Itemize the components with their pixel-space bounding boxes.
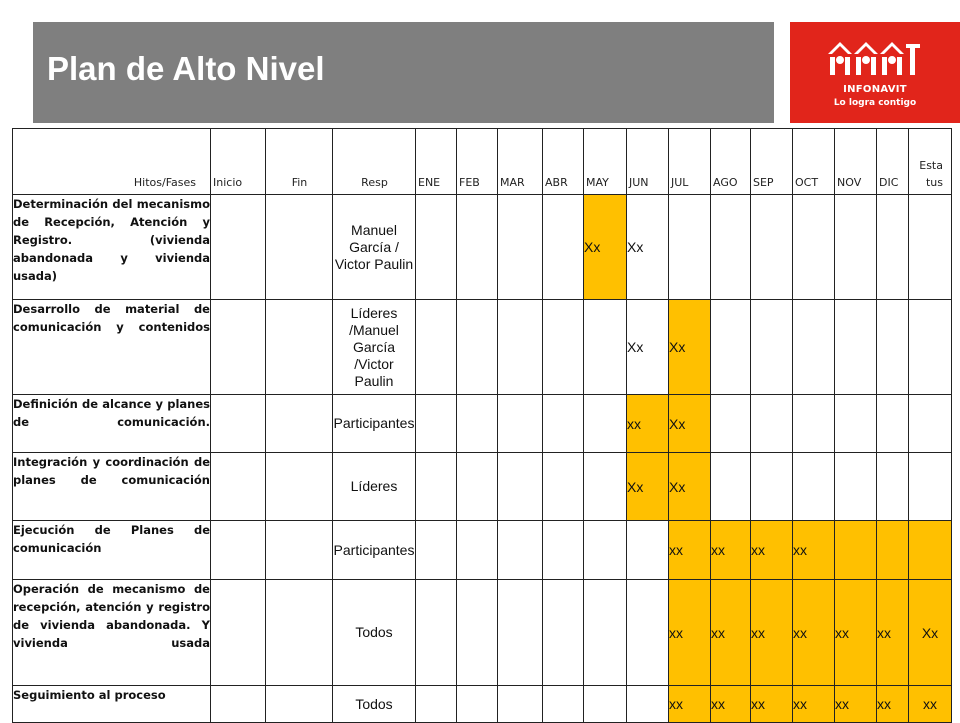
cell-hito-fase: Integración y coordinación de planes de comunicación [13,453,211,521]
table-row [13,300,952,395]
cell-abr [543,395,584,453]
cell-feb [457,300,498,395]
cell-fin [266,453,333,521]
logo-tagline: Lo logra contigo [833,98,917,108]
cell-hito-fase: Desarrollo de material de comunicación y contenidos [13,300,211,395]
cell-jul [669,195,711,300]
cell-oct [793,300,835,395]
cell-ene [416,580,457,686]
cell-hito-fase: Seguimiento al proceso [13,686,211,723]
cell-may [584,521,627,580]
cell-sep [751,453,793,521]
cell-oct [793,395,835,453]
cell-ago: xx [711,686,751,723]
header-ago: AGO [711,129,751,195]
header-nov: NOV [835,129,877,195]
cell-sep [751,395,793,453]
header-hitos-fases: Hitos/Fases [13,129,211,195]
cell-inicio [211,521,266,580]
cell-feb [457,686,498,723]
header-estatus-label: Estatus [919,159,943,189]
cell-may [584,300,627,395]
cell-sep: xx [751,521,793,580]
cell-ene [416,300,457,395]
cell-may [584,580,627,686]
cell-jul: Xx [669,395,711,453]
cell-hito-fase: Definición de alcance y planes de comunicación. [13,395,211,453]
header-jun: JUN [627,129,669,195]
cell-dic: xx [877,580,909,686]
cell-jun: xx [627,395,669,453]
cell-abr [543,580,584,686]
cell-estatus [909,395,952,453]
cell-jun: Xx [627,453,669,521]
cell-mar [498,195,543,300]
cell-ago [711,195,751,300]
cell-mar [498,686,543,723]
cell-estatus [909,195,952,300]
cell-abr [543,300,584,395]
header-inicio: Inicio [211,129,266,195]
table-row [13,686,952,723]
cell-may [584,395,627,453]
cell-oct [793,195,835,300]
cell-feb [457,580,498,686]
cell-resp: Participantes [333,521,416,580]
cell-estatus [909,521,952,580]
header-oct: OCT [793,129,835,195]
cell-fin [266,686,333,723]
cell-jul: xx [669,686,711,723]
cell-sep [751,195,793,300]
cell-nov [835,521,877,580]
cell-ago: xx [711,521,751,580]
header-ene: ENE [416,129,457,195]
cell-sep [751,300,793,395]
cell-oct [793,453,835,521]
cell-ago [711,300,751,395]
header-resp: Resp [333,129,416,195]
table-row [13,195,952,300]
infonavit-logo [790,22,960,123]
cell-feb [457,395,498,453]
cell-jun [627,521,669,580]
cell-inicio [211,300,266,395]
cell-dic [877,195,909,300]
plan-table [12,128,952,723]
cell-abr [543,686,584,723]
cell-ene [416,521,457,580]
page-title: Plan de Alto Nivel [47,50,325,87]
cell-ene [416,686,457,723]
cell-abr [543,521,584,580]
cell-fin [266,580,333,686]
cell-resp: Líderes [333,453,416,521]
cell-jun: Xx [627,300,669,395]
table-header-row [13,129,952,195]
cell-nov [835,300,877,395]
cell-resp: Todos [333,686,416,723]
cell-resp: Manuel García / Victor Paulin [333,195,416,300]
cell-dic [877,300,909,395]
cell-hito-fase: Ejecución de Planes de comunicación [13,521,211,580]
cell-dic [877,453,909,521]
cell-resp: Líderes /Manuel García /Victor Paulin [333,300,416,395]
header-fin: Fin [266,129,333,195]
table-row [13,580,952,686]
header-dic: DIC [877,129,909,195]
cell-may [584,453,627,521]
cell-estatus: xx [909,686,952,723]
plan-body [13,195,952,723]
cell-feb [457,453,498,521]
logo-name: INFONAVIT [843,84,907,95]
cell-feb [457,521,498,580]
cell-jun [627,686,669,723]
cell-may: Xx [584,195,627,300]
cell-jul: Xx [669,300,711,395]
cell-mar [498,395,543,453]
cell-abr [543,195,584,300]
cell-ago [711,453,751,521]
header-jul: JUL [669,129,711,195]
cell-nov [835,395,877,453]
cell-may [584,686,627,723]
cell-inicio [211,395,266,453]
cell-dic [877,395,909,453]
cell-fin [266,521,333,580]
table-row [13,453,952,521]
cell-inicio [211,453,266,521]
cell-dic [877,521,909,580]
cell-resp: Todos [333,580,416,686]
cell-estatus [909,453,952,521]
cell-ene [416,195,457,300]
cell-dic: xx [877,686,909,723]
header-mar: MAR [498,129,543,195]
cell-mar [498,521,543,580]
cell-nov [835,195,877,300]
cell-mar [498,453,543,521]
cell-resp: Participantes [333,395,416,453]
cell-fin [266,300,333,395]
cell-inicio [211,580,266,686]
cell-nov [835,453,877,521]
cell-oct: xx [793,686,835,723]
header-may: MAY [584,129,627,195]
cell-ene [416,395,457,453]
cell-jun [627,580,669,686]
cell-abr [543,453,584,521]
cell-jul: xx [669,521,711,580]
header-estatus [909,129,952,195]
cell-fin [266,395,333,453]
header-sep: SEP [751,129,793,195]
cell-jul: Xx [669,453,711,521]
cell-ago: xx [711,580,751,686]
infonavit-emblem-icon [820,36,930,82]
cell-ene [416,453,457,521]
table-row [13,521,952,580]
cell-mar [498,580,543,686]
cell-fin [266,195,333,300]
header-feb: FEB [457,129,498,195]
cell-nov: xx [835,580,877,686]
cell-oct: xx [793,521,835,580]
cell-jun: Xx [627,195,669,300]
cell-sep: xx [751,686,793,723]
table-row [13,395,952,453]
cell-jul: xx [669,580,711,686]
cell-feb [457,195,498,300]
cell-ago [711,395,751,453]
cell-hito-fase: Operación de mecanismo de recepción, atención y registro de vivienda abandonada. Y vivienda usada [13,580,211,686]
cell-mar [498,300,543,395]
cell-inicio [211,195,266,300]
cell-inicio [211,686,266,723]
cell-sep: xx [751,580,793,686]
header-abr: ABR [543,129,584,195]
cell-estatus: Xx [909,580,952,686]
cell-oct: xx [793,580,835,686]
cell-hito-fase: Determinación del mecanismo de Recepción, Atención y Registro. (vivienda abandonada y vivienda usada) [13,195,211,300]
cell-estatus [909,300,952,395]
cell-nov: xx [835,686,877,723]
